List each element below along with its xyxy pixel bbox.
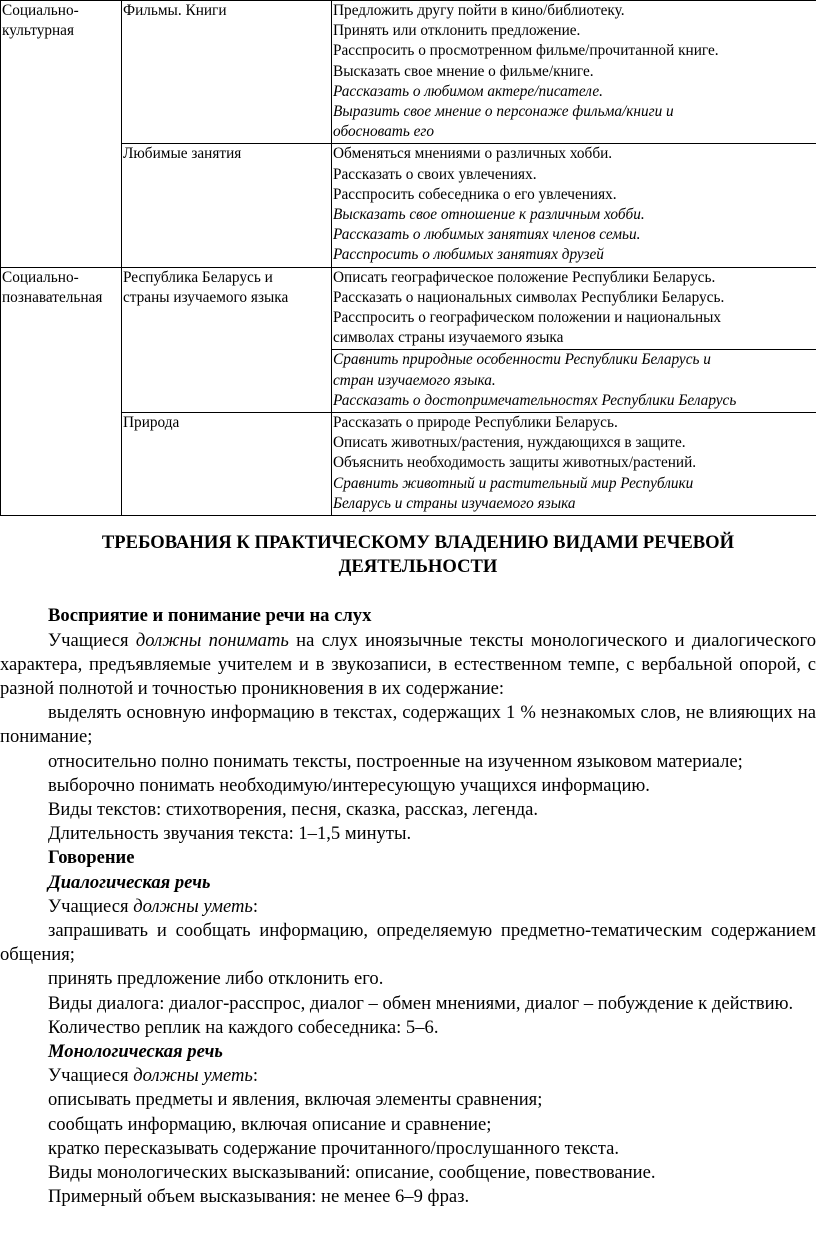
skills-cell (332, 1, 816, 144)
skill-line-italic: обосновать его (333, 123, 435, 141)
listening-item: выделять основную информацию в текстах, содержащих 1 % незнакомых слов, не влияющих на понимание; (0, 702, 816, 748)
listening-item: относительно полно понимать тексты, построенные на изученном языковом материале; (48, 750, 743, 772)
table-row (1, 144, 816, 267)
topic-cell (122, 267, 332, 412)
skills-cell (332, 267, 816, 350)
section-title-line: ТРЕБОВАНИЯ К ПРАКТИЧЕСКОМУ ВЛАДЕНИЮ ВИДАМИ РЕЧЕВОЙ (101, 532, 735, 553)
skill-line: Высказать свое мнение о фильме/книге. (333, 62, 594, 80)
skill-line: Рассказать о своих увлечениях. (333, 165, 537, 183)
monolog-item: описывать предметы и явления, включая элементы сравнения; (48, 1089, 543, 1111)
monolog-item: кратко пересказывать содержание прочитанного/прослушанного текста. (48, 1137, 620, 1159)
section-title (0, 531, 816, 579)
skills-cell (332, 144, 816, 267)
skill-line: Рассказать о природе Республики Беларусь. (333, 414, 618, 432)
dialog-item: Количество реплик на каждого собеседника: 5–6. (48, 1016, 439, 1038)
skills-cell (332, 350, 816, 413)
skills-cell (332, 413, 816, 516)
table-row (1, 413, 816, 516)
monolog-item: сообщать информацию, включая описание и сравнение; (48, 1113, 492, 1135)
dialog-item: принять предложение либо отклонить его. (48, 968, 384, 990)
topic-cell (122, 1, 332, 144)
topic-cell (122, 413, 332, 516)
intro-text: Учащиеся (48, 629, 136, 651)
intro-text: Учащиеся (48, 1065, 134, 1087)
skill-line-italic: Высказать свое отношение к различным хобби. (333, 206, 645, 224)
skill-line-italic: Беларусь и страны изучаемого языка (333, 494, 576, 512)
sphere-text: культурная (2, 22, 75, 40)
topic-cell (122, 144, 332, 267)
dialog-item: Виды диалога: диалог-расспрос, диалог – обмен мнениями, диалог – побуждение к действию. (48, 992, 794, 1014)
monolog-intro (0, 1064, 816, 1088)
intro-emphasis: должны уметь (133, 895, 253, 917)
sphere-text: Социально- (2, 268, 79, 286)
listening-item: выборочно понимать необходимую/интересующую учащихся информацию. (48, 774, 650, 796)
dialog-heading: Диалогическая речь (48, 871, 211, 893)
intro-text: Учащиеся (48, 895, 134, 917)
skill-line: Описать животных/растения, нуждающихся в защите. (333, 434, 686, 452)
topics-table (0, 0, 816, 516)
skill-line: Описать географическое положение Республики Беларусь. (333, 268, 716, 286)
skill-line: символах страны изучаемого языка (333, 329, 564, 347)
requirements-section (0, 531, 816, 1209)
skill-line-italic: Расспросить о любимых занятиях друзей (333, 246, 604, 264)
skill-line: Расспросить о просмотренном фильме/прочитанной книге. (333, 42, 719, 60)
skill-line: Объяснить необходимость защиты животных/растений. (333, 454, 697, 472)
topic-text: Любимые занятия (123, 145, 242, 163)
listening-item: Виды текстов: стихотворения, песня, сказка, рассказ, легенда. (48, 799, 539, 821)
listening-heading: Восприятие и понимание речи на слух (48, 605, 372, 627)
topic-text: Республика Беларусь и (123, 268, 273, 286)
skill-line: Принять или отклонить предложение. (333, 22, 581, 40)
topic-text: Природа (123, 414, 180, 432)
dialog-intro (0, 895, 816, 919)
section-title-line: ДЕЯТЕЛЬНОСТИ (338, 556, 498, 578)
monolog-item: Примерный объем высказывания: не менее 6–9 фраз. (48, 1186, 470, 1208)
intro-emphasis: должны понимать (135, 629, 289, 651)
monolog-heading: Монологическая речь (48, 1041, 223, 1063)
intro-emphasis: должны уметь (133, 1065, 253, 1087)
dialog-item: запрашивать и сообщать информацию, определяемую предметно-тематическим содержанием общения; (0, 920, 816, 966)
listening-intro (0, 629, 816, 702)
sphere-text: Социально- (2, 2, 79, 19)
topic-text: страны изучаемого языка (123, 288, 289, 306)
skill-line: Расспросить собеседника о его увлечениях. (333, 185, 617, 203)
skill-line-italic: Рассказать о достопримечательностях Республики Беларусь (333, 391, 737, 409)
skill-line-italic: Рассказать о любимых занятиях членов семьи. (333, 226, 641, 244)
skill-line-italic: Сравнить животный и растительный мир Республики (333, 474, 694, 492)
intro-text: : (252, 1065, 259, 1087)
table-row (1, 267, 816, 350)
skill-line-italic: Сравнить природные особенности Республики Беларусь и (333, 351, 711, 369)
monolog-item: Виды монологических высказываний: описание, сообщение, повествование. (48, 1162, 656, 1184)
skill-line: Расспросить о географическом положении и национальных (333, 309, 722, 327)
sphere-cell-empty (1, 413, 122, 516)
skill-line-italic: Рассказать о любимом актере/писателе. (333, 82, 603, 100)
skill-line-italic: стран изучаемого языка. (333, 371, 496, 389)
sphere-text: познавательная (2, 288, 103, 306)
skill-line: Рассказать о национальных символах Республики Беларусь. (333, 288, 725, 306)
sphere-cell (1, 1, 122, 144)
sphere-cell (1, 267, 122, 412)
intro-text: : (252, 895, 259, 917)
intro-text: на слух иноязычные тексты монологического и диалогического характера, предъявляемые учителем и в звукозаписи, в естественном темпе, с вербальной опорой, с разной полнотой и точностью проникновения в их содержание: (0, 629, 816, 700)
listening-item: Длительность звучания текста: 1–1,5 минуты. (48, 823, 412, 845)
skill-line-italic: Выразить свое мнение о персонаже фильма/книги и (333, 103, 674, 121)
topic-text: Фильмы. Книги (123, 2, 227, 19)
skill-line: Предложить другу пойти в кино/библиотеку. (333, 2, 625, 19)
speaking-heading: Говорение (48, 847, 135, 869)
table-row (1, 1, 816, 144)
skill-line: Обменяться мнениями о различных хобби. (333, 145, 613, 163)
sphere-cell-empty (1, 144, 122, 267)
